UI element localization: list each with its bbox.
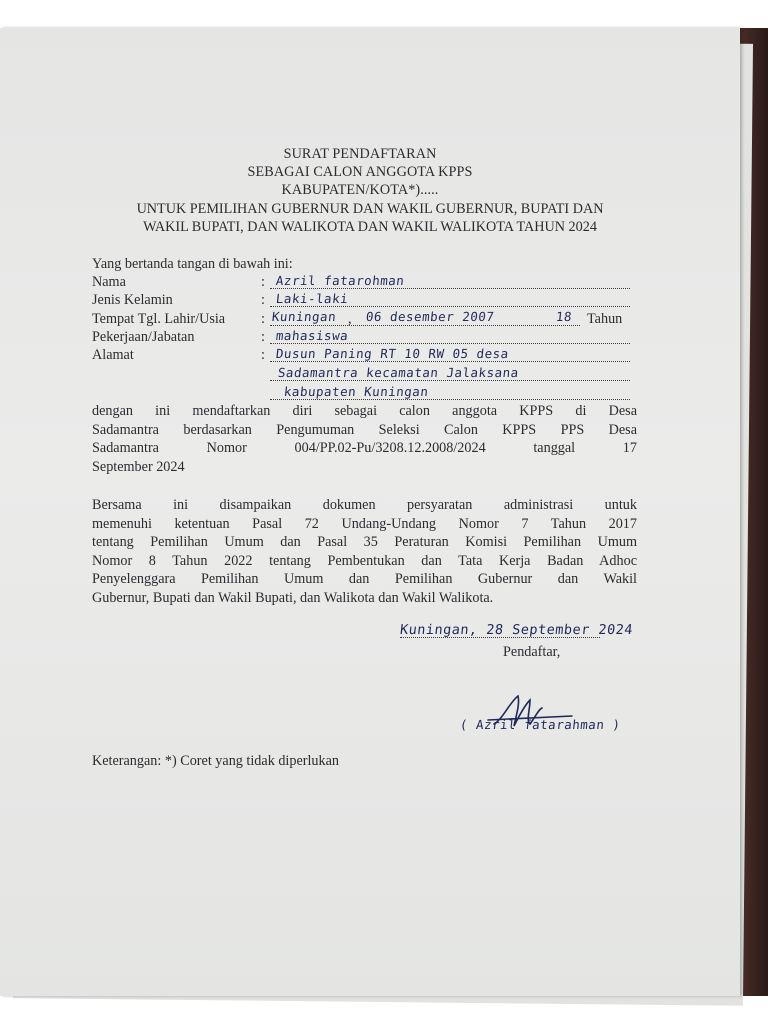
jk-colon: :	[261, 292, 265, 308]
ttl-place: Kuningan	[271, 309, 338, 324]
nama-colon: :	[261, 274, 265, 290]
title-line-4: UNTUK PEMILIHAN GUBERNUR DAN WAKIL GUBERNUR, BUPATI DAN	[136, 201, 604, 217]
paragraph2-line6: Gubernur, Bupati dan Wakil Bupati, dan Walikota dan Wakil Walikota.	[92, 589, 494, 606]
ttl-label: Tempat Tgl. Lahir/Usia	[92, 311, 226, 327]
nama-label: Nama	[92, 274, 126, 290]
job-colon: :	[261, 329, 265, 345]
paragraph2-line1: Bersama ini disampaikan dokumen persyaratan administrasi untuk	[92, 497, 637, 513]
alamat-line-1: Dusun Paning RT 10 RW 05 desa	[275, 346, 510, 361]
ttl-colon: :	[261, 311, 265, 327]
paragraph2-line2: memenuhi ketentuan Pasal 72 Undang-Undang Nomor 7 Tahun 2017	[92, 515, 637, 532]
ttl-suffix: Tahun	[587, 311, 623, 327]
signature-date-dots	[400, 635, 600, 638]
signature-role: Pendaftar,	[503, 644, 561, 660]
signature-name: ( Azril fatarahman )	[459, 717, 622, 732]
paragraph1-line3: Sadamantra Nomor 004/PP.02-Pu/3208.12.2008/2024 tanggal 17	[92, 440, 637, 456]
alamat-colon: :	[261, 347, 265, 363]
alamat-line-2: Sadamantra kecamatan Jalaksana	[277, 365, 520, 380]
jk-value: Laki-laki	[275, 291, 350, 306]
intro-text: Yang bertanda tangan di bawah ini:	[92, 256, 293, 272]
signature-place-date: Kuningan, 28 September 2024	[399, 622, 634, 638]
jk-label: Jenis Kelamin	[92, 292, 173, 308]
ttl-age: 18	[555, 309, 573, 324]
job-value: mahasiswa	[275, 328, 350, 343]
alamat-label: Alamat	[92, 347, 134, 363]
nama-value: Azril fatarohman	[275, 273, 406, 288]
alamat-line-3: kabupaten Kuningan	[283, 384, 430, 399]
title-line-2: SEBAGAI CALON ANGGOTA KPPS	[247, 164, 473, 180]
paragraph-registration	[92, 402, 637, 476]
title-line-1: SURAT PENDAFTARAN	[283, 146, 437, 162]
signature-scribble	[480, 690, 590, 740]
footnote: Keterangan: *) Coret yang tidak diperlukan	[92, 753, 340, 769]
paragraph2-line5: Penyelenggara Pemilihan Umum dan Pemilihan Gubernur dan Wakil	[92, 571, 637, 587]
ttl-comma: ,	[348, 311, 352, 327]
paragraph-documents	[92, 496, 637, 607]
paragraph2-line4: Nomor 8 Tahun 2022 tentang Pembentukan dan Tata Kerja Badan Adhoc	[92, 552, 637, 569]
title-line-3: KABUPATEN/KOTA*).....	[281, 182, 439, 198]
paragraph2-line3: tentang Pemilihan Umum dan Pasal 35 Peraturan Komisi Pemilihan Umum	[92, 534, 637, 550]
ttl-date: 06 desember 2007	[365, 309, 496, 324]
paragraph1-line4: September 2024	[92, 458, 185, 475]
paragraph1-line1: dengan ini mendaftarkan diri sebagai calon anggota KPPS di Desa	[92, 403, 637, 419]
paragraph1-line2: Sadamantra berdasarkan Pengumuman Seleksi Calon KPPS PPS Desa	[92, 421, 637, 438]
document-page	[0, 28, 740, 996]
job-label: Pekerjaan/Jabatan	[92, 329, 195, 345]
title-line-5: WAKIL BUPATI, DAN WALIKOTA DAN WAKIL WALIKOTA TAHUN 2024	[143, 219, 597, 235]
